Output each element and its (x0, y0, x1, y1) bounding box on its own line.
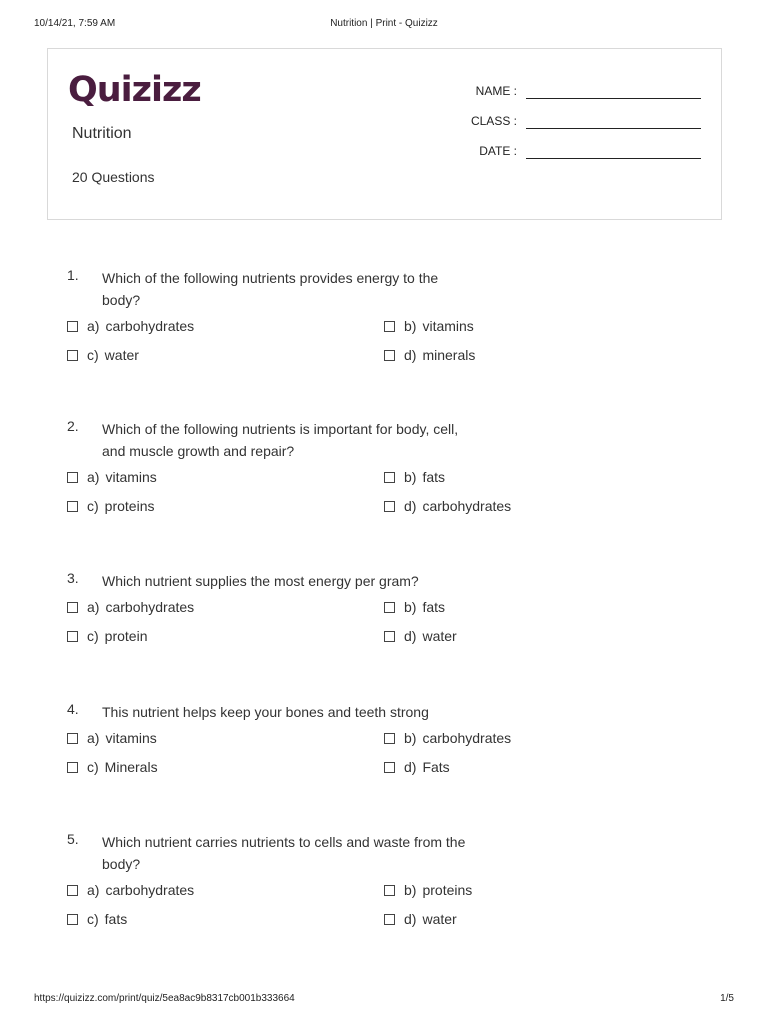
question-text: Which of the following nutrients provides energy to the body? (102, 270, 439, 308)
option-text: fats (422, 469, 446, 485)
question-text: Which of the following nutrients is important for body, cell, and muscle growth and repair? (102, 421, 459, 459)
option-text: carbohydrates (105, 318, 195, 334)
checkbox[interactable] (67, 733, 78, 744)
option-b[interactable] (384, 730, 511, 750)
checkbox[interactable] (384, 762, 395, 773)
option-letter: d) (404, 759, 417, 775)
question-text: This nutrient helps keep your bones and teeth strong (102, 704, 429, 720)
class-field-line[interactable] (526, 128, 701, 129)
date-field-line[interactable] (526, 158, 701, 159)
checkbox[interactable] (384, 472, 395, 483)
option-letter: b) (404, 318, 417, 334)
option-d[interactable] (384, 498, 511, 518)
option-c[interactable] (67, 911, 127, 931)
option-letter: b) (404, 730, 417, 746)
option-letter: c) (87, 759, 99, 775)
option-d[interactable] (384, 759, 450, 779)
option-a[interactable] (67, 730, 157, 750)
option-text: vitamins (422, 318, 474, 334)
option-c[interactable] (67, 347, 139, 367)
option-text: vitamins (105, 469, 157, 485)
name-field[interactable] (451, 84, 701, 104)
option-letter: d) (404, 498, 417, 514)
option-text: carbohydrates (105, 882, 195, 898)
question-number: 2. (67, 418, 79, 434)
option-text: carbohydrates (422, 498, 512, 514)
question-number: 4. (67, 701, 79, 717)
checkbox[interactable] (384, 631, 395, 642)
option-text: vitamins (105, 730, 157, 746)
option-text: water (104, 347, 139, 363)
question-count: 20 Questions (72, 169, 155, 185)
checkbox[interactable] (67, 602, 78, 613)
option-b[interactable] (384, 318, 474, 338)
logo-wordmark: Quizizz (68, 70, 201, 110)
checkbox[interactable] (67, 321, 78, 332)
checkbox[interactable] (384, 602, 395, 613)
option-letter: c) (87, 347, 99, 363)
print-footer (34, 993, 734, 1007)
option-d[interactable] (384, 628, 457, 648)
option-text: protein (104, 628, 148, 644)
print-header (34, 18, 734, 32)
quiz-header-card (47, 48, 722, 220)
option-text: Fats (422, 759, 450, 775)
option-letter: a) (87, 730, 100, 746)
checkbox[interactable] (67, 501, 78, 512)
option-text: fats (422, 599, 446, 615)
option-b[interactable] (384, 469, 445, 489)
option-a[interactable] (67, 882, 194, 902)
checkbox[interactable] (67, 762, 78, 773)
checkbox[interactable] (67, 631, 78, 642)
checkbox[interactable] (67, 914, 78, 925)
option-d[interactable] (384, 911, 457, 931)
option-letter: a) (87, 318, 100, 334)
option-text: Minerals (104, 759, 158, 775)
checkbox[interactable] (67, 472, 78, 483)
option-b[interactable] (384, 882, 472, 902)
option-letter: d) (404, 628, 417, 644)
checkbox[interactable] (384, 733, 395, 744)
option-letter: c) (87, 498, 99, 514)
option-letter: a) (87, 882, 100, 898)
option-c[interactable] (67, 498, 154, 518)
option-d[interactable] (384, 347, 475, 367)
print-datetime: 10/14/21, 7:59 AM (34, 18, 116, 29)
option-letter: b) (404, 469, 417, 485)
quizizz-logo (68, 67, 208, 113)
class-field-label: CLASS : (470, 114, 517, 128)
option-letter: b) (404, 882, 417, 898)
quiz-title: Nutrition (72, 125, 132, 142)
option-text: water (422, 628, 457, 644)
option-text: fats (104, 911, 128, 927)
name-field-label: NAME : (475, 84, 517, 98)
option-b[interactable] (384, 599, 445, 619)
checkbox[interactable] (67, 885, 78, 896)
option-letter: c) (87, 911, 99, 927)
option-c[interactable] (67, 759, 158, 779)
option-text: proteins (104, 498, 155, 514)
name-field-line[interactable] (526, 98, 701, 99)
option-c[interactable] (67, 628, 147, 648)
page-indicator: 1/5 (720, 993, 734, 1004)
question-number: 3. (67, 570, 79, 586)
checkbox[interactable] (384, 350, 395, 361)
date-field-label: DATE : (479, 144, 517, 158)
option-text: carbohydrates (105, 599, 195, 615)
option-a[interactable] (67, 599, 194, 619)
checkbox[interactable] (67, 350, 78, 361)
question-number: 5. (67, 831, 79, 847)
checkbox[interactable] (384, 914, 395, 925)
print-page-title: Nutrition | Print - Quizizz (330, 18, 438, 29)
option-letter: a) (87, 599, 100, 615)
class-field[interactable] (451, 114, 701, 134)
option-a[interactable] (67, 318, 194, 338)
option-letter: d) (404, 911, 417, 927)
option-text: minerals (422, 347, 476, 363)
question-number: 1. (67, 267, 79, 283)
option-letter: d) (404, 347, 417, 363)
option-text: proteins (422, 882, 473, 898)
date-field[interactable] (451, 144, 701, 164)
checkbox[interactable] (384, 885, 395, 896)
question-text: Which nutrient supplies the most energy per gram? (102, 573, 419, 589)
option-text: water (422, 911, 457, 927)
option-letter: c) (87, 628, 99, 644)
option-letter: a) (87, 469, 100, 485)
option-a[interactable] (67, 469, 157, 489)
option-text: carbohydrates (422, 730, 512, 746)
print-url[interactable]: https://quizizz.com/print/quiz/5ea8ac9b8317cb001b333664 (34, 993, 295, 1004)
option-letter: b) (404, 599, 417, 615)
checkbox[interactable] (384, 501, 395, 512)
question-text: Which nutrient carries nutrients to cells and waste from the body? (102, 834, 466, 872)
checkbox[interactable] (384, 321, 395, 332)
